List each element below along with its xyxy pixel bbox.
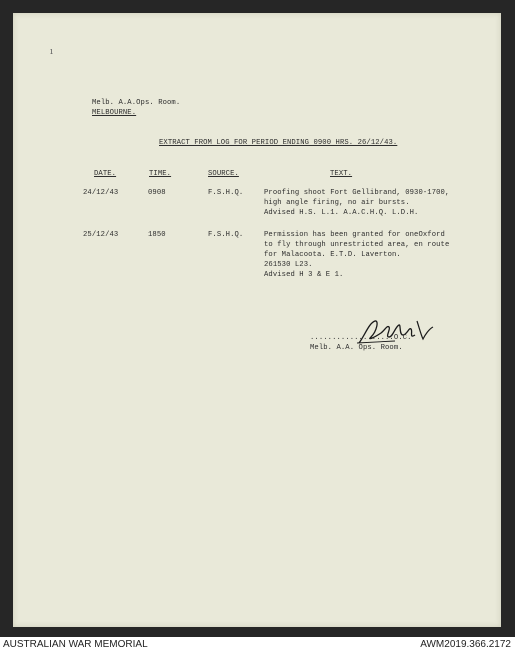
- entry-time: 0908: [148, 189, 166, 197]
- column-header-time: TIME.: [149, 170, 172, 178]
- document-page: [13, 13, 501, 627]
- entry-text-line: to fly through unrestricted area, en route: [264, 241, 450, 249]
- archive-name: AUSTRALIAN WAR MEMORIAL: [3, 639, 148, 650]
- archive-reference: AWM2019.366.2172: [420, 639, 511, 650]
- entry-text-line: 261530 L23.: [264, 261, 313, 269]
- city-heading: MELBOURNE.: [92, 109, 137, 117]
- office-heading: Melb. A.A.Ops. Room.: [92, 99, 181, 107]
- entry-text-line: Proofing shoot Fort Gellibrand, 0930-1700,: [264, 189, 450, 197]
- entry-source: F.S.H.Q.: [208, 231, 244, 239]
- column-header-source: SOURCE.: [208, 170, 239, 178]
- column-header-date: DATE.: [94, 170, 117, 178]
- entry-text-line: Permission has been granted for oneOxford: [264, 231, 445, 239]
- column-header-text: TEXT.: [330, 170, 353, 178]
- entry-date: 24/12/43: [83, 189, 119, 197]
- entry-date: 25/12/43: [83, 231, 119, 239]
- entry-time: 1850: [148, 231, 166, 239]
- signature-line: ...................O.C.: [310, 334, 412, 342]
- entry-source: F.S.H.Q.: [208, 189, 244, 197]
- entry-text-line: for Malacoota. E.T.D. Laverton.: [264, 251, 401, 259]
- document-title: EXTRACT FROM LOG FOR PERIOD ENDING 0900 HRS. 26/12/43.: [159, 139, 398, 147]
- entry-text-line: Advised H 3 & E 1.: [264, 271, 344, 279]
- pencil-mark: ı: [50, 47, 53, 57]
- archive-footer: [0, 637, 515, 653]
- entry-text-line: high angle firing, no air bursts.: [264, 199, 410, 207]
- entry-text-line: Advised H.S. L.1. A.A.C.H.Q. L.D.H.: [264, 209, 419, 217]
- signature-office: Melb. A.A. Ops. Room.: [310, 344, 403, 352]
